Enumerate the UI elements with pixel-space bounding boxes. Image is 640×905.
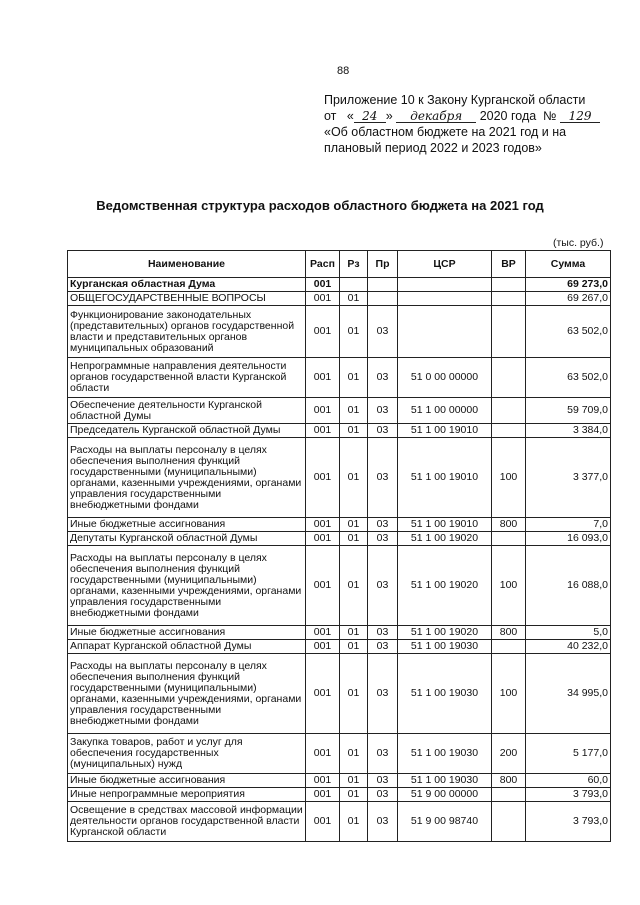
cell-csr: 51 9 00 98740 xyxy=(398,802,492,842)
header-csr: ЦСР xyxy=(398,251,492,278)
page-number: 88 xyxy=(337,65,350,77)
cell-sum: 63 502,0 xyxy=(526,306,611,358)
cell-csr: 51 1 00 19010 xyxy=(398,518,492,532)
cell-csr: 51 1 00 19020 xyxy=(398,546,492,626)
year-text: 2020 года xyxy=(479,109,537,123)
open-quote: « xyxy=(346,109,354,123)
table-row xyxy=(68,518,611,532)
cell-name: Функционирование законодательных (представительных) органов государственной власти и представительных органов муниципальных образований xyxy=(68,306,306,358)
appendix-header xyxy=(324,92,614,156)
cell-name: ОБЩЕГОСУДАРСТВЕННЫЕ ВОПРОСЫ xyxy=(68,292,306,306)
cell-csr xyxy=(398,306,492,358)
cell-rasp: 001 xyxy=(306,306,340,358)
cell-rasp: 001 xyxy=(306,788,340,802)
cell-pr: 03 xyxy=(368,306,398,358)
cell-rasp: 001 xyxy=(306,546,340,626)
cell-pr: 03 xyxy=(368,546,398,626)
cell-vr xyxy=(492,532,526,546)
header-vr: ВР xyxy=(492,251,526,278)
cell-pr: 03 xyxy=(368,532,398,546)
appendix-line-2 xyxy=(324,108,614,124)
cell-vr xyxy=(492,278,526,292)
header-pr: Пр xyxy=(368,251,398,278)
table-row xyxy=(68,626,611,640)
cell-name: Освещение в средствах массовой информации деятельности органов государственной власти Курганской области xyxy=(68,802,306,842)
cell-pr: 03 xyxy=(368,358,398,398)
cell-rz: 01 xyxy=(340,292,368,306)
cell-rz xyxy=(340,278,368,292)
appendix-line-3: «Об областном бюджете на 2021 год и на xyxy=(324,125,567,139)
cell-csr: 51 9 00 00000 xyxy=(398,788,492,802)
header-sum: Сумма xyxy=(526,251,611,278)
cell-csr xyxy=(398,278,492,292)
cell-vr xyxy=(492,640,526,654)
cell-sum: 3 384,0 xyxy=(526,424,611,438)
cell-csr: 51 1 00 00000 xyxy=(398,398,492,424)
table-row xyxy=(68,774,611,788)
table-row xyxy=(68,278,611,292)
cell-sum: 3 793,0 xyxy=(526,788,611,802)
cell-vr: 800 xyxy=(492,626,526,640)
cell-pr xyxy=(368,292,398,306)
cell-csr: 51 1 00 19030 xyxy=(398,640,492,654)
cell-rz: 01 xyxy=(340,640,368,654)
cell-vr xyxy=(492,802,526,842)
cell-pr: 03 xyxy=(368,640,398,654)
cell-rz: 01 xyxy=(340,532,368,546)
close-quote: » xyxy=(385,109,393,123)
cell-rasp: 001 xyxy=(306,734,340,774)
cell-csr: 51 1 00 19020 xyxy=(398,626,492,640)
cell-pr: 03 xyxy=(368,802,398,842)
cell-pr: 03 xyxy=(368,424,398,438)
cell-rasp: 001 xyxy=(306,640,340,654)
handwritten-day: 24 xyxy=(354,110,386,123)
cell-rz: 01 xyxy=(340,424,368,438)
cell-rz: 01 xyxy=(340,734,368,774)
cell-csr: 51 1 00 19030 xyxy=(398,774,492,788)
cell-rasp: 001 xyxy=(306,358,340,398)
table-row xyxy=(68,640,611,654)
cell-name: Иные бюджетные ассигнования xyxy=(68,774,306,788)
cell-rz: 01 xyxy=(340,518,368,532)
cell-sum: 3 377,0 xyxy=(526,438,611,518)
cell-vr xyxy=(492,424,526,438)
cell-rz: 01 xyxy=(340,546,368,626)
cell-rasp: 001 xyxy=(306,398,340,424)
cell-csr: 51 1 00 19010 xyxy=(398,424,492,438)
cell-rz: 01 xyxy=(340,802,368,842)
cell-rz: 01 xyxy=(340,438,368,518)
table-header-row xyxy=(68,251,611,278)
cell-rasp: 001 xyxy=(306,424,340,438)
cell-sum: 3 793,0 xyxy=(526,802,611,842)
cell-pr: 03 xyxy=(368,438,398,518)
cell-rz: 01 xyxy=(340,358,368,398)
cell-name: Депутаты Курганской областной Думы xyxy=(68,532,306,546)
table-row xyxy=(68,424,611,438)
table-row xyxy=(68,788,611,802)
cell-csr: 51 1 00 19030 xyxy=(398,654,492,734)
from-label: от xyxy=(324,109,337,123)
cell-pr: 03 xyxy=(368,398,398,424)
table-row xyxy=(68,358,611,398)
table-row xyxy=(68,532,611,546)
cell-sum: 34 995,0 xyxy=(526,654,611,734)
cell-rasp: 001 xyxy=(306,292,340,306)
cell-pr: 03 xyxy=(368,774,398,788)
appendix-line-1: Приложение 10 к Закону Курганской области xyxy=(324,93,586,107)
cell-name: Курганская областная Дума xyxy=(68,278,306,292)
cell-pr: 03 xyxy=(368,788,398,802)
cell-name: Аппарат Курганской областной Думы xyxy=(68,640,306,654)
cell-csr xyxy=(398,292,492,306)
cell-rasp: 001 xyxy=(306,438,340,518)
cell-name: Обеспечение деятельности Курганской областной Думы xyxy=(68,398,306,424)
appendix-line-4: плановый период 2022 и 2023 годов» xyxy=(324,141,542,155)
cell-sum: 5 177,0 xyxy=(526,734,611,774)
document-title: Ведомственная структура расходов областного бюджета на 2021 год xyxy=(96,198,544,213)
cell-name: Иные бюджетные ассигнования xyxy=(68,626,306,640)
table-row xyxy=(68,546,611,626)
cell-pr xyxy=(368,278,398,292)
cell-vr: 100 xyxy=(492,654,526,734)
cell-vr xyxy=(492,292,526,306)
cell-rasp: 001 xyxy=(306,654,340,734)
cell-rz: 01 xyxy=(340,398,368,424)
cell-vr xyxy=(492,306,526,358)
cell-rasp: 001 xyxy=(306,532,340,546)
cell-rz: 01 xyxy=(340,306,368,358)
cell-vr xyxy=(492,788,526,802)
cell-csr: 51 1 00 19030 xyxy=(398,734,492,774)
cell-vr xyxy=(492,398,526,424)
cell-sum: 7,0 xyxy=(526,518,611,532)
cell-rasp: 001 xyxy=(306,278,340,292)
cell-pr: 03 xyxy=(368,654,398,734)
budget-table xyxy=(67,250,611,842)
cell-pr: 03 xyxy=(368,734,398,774)
header-rz: Рз xyxy=(340,251,368,278)
cell-rz: 01 xyxy=(340,654,368,734)
units-label: (тыс. руб.) xyxy=(553,237,604,249)
cell-rz: 01 xyxy=(340,626,368,640)
cell-name: Расходы на выплаты персоналу в целях обеспечения выполнения функций государственными (муниципальными) органами, казенными учреждениями, органами управления государственными внебюджетными фондами xyxy=(68,438,306,518)
cell-sum: 60,0 xyxy=(526,774,611,788)
table-row xyxy=(68,292,611,306)
table-row xyxy=(68,438,611,518)
cell-sum: 40 232,0 xyxy=(526,640,611,654)
number-label: № xyxy=(543,109,557,123)
cell-sum: 63 502,0 xyxy=(526,358,611,398)
handwritten-month: декабря xyxy=(396,110,476,123)
table-row xyxy=(68,654,611,734)
cell-pr: 03 xyxy=(368,518,398,532)
cell-name: Иные бюджетные ассигнования xyxy=(68,518,306,532)
cell-sum: 59 709,0 xyxy=(526,398,611,424)
cell-rasp: 001 xyxy=(306,626,340,640)
table-row xyxy=(68,734,611,774)
cell-name: Непрограммные направления деятельности органов государственной власти Курганской области xyxy=(68,358,306,398)
cell-rasp: 001 xyxy=(306,802,340,842)
table-row xyxy=(68,306,611,358)
handwritten-number: 129 xyxy=(560,110,600,123)
cell-sum: 16 088,0 xyxy=(526,546,611,626)
cell-csr: 51 1 00 19020 xyxy=(398,532,492,546)
cell-name: Иные непрограммные мероприятия xyxy=(68,788,306,802)
cell-vr xyxy=(492,358,526,398)
cell-name: Председатель Курганской областной Думы xyxy=(68,424,306,438)
cell-sum: 69 267,0 xyxy=(526,292,611,306)
cell-sum: 5,0 xyxy=(526,626,611,640)
cell-vr: 100 xyxy=(492,438,526,518)
cell-csr: 51 0 00 00000 xyxy=(398,358,492,398)
cell-name: Закупка товаров, работ и услуг для обеспечения государственных (муниципальных) нужд xyxy=(68,734,306,774)
header-name: Наименование xyxy=(68,251,306,278)
cell-rz: 01 xyxy=(340,774,368,788)
cell-rasp: 001 xyxy=(306,774,340,788)
cell-vr: 800 xyxy=(492,518,526,532)
cell-sum: 16 093,0 xyxy=(526,532,611,546)
cell-csr: 51 1 00 19010 xyxy=(398,438,492,518)
table-row xyxy=(68,398,611,424)
cell-name: Расходы на выплаты персоналу в целях обеспечения выполнения функций государственными (муниципальными) органами, казенными учреждениями, органами управления государственными внебюджетными фондами xyxy=(68,654,306,734)
cell-rasp: 001 xyxy=(306,518,340,532)
cell-rz: 01 xyxy=(340,788,368,802)
cell-vr: 200 xyxy=(492,734,526,774)
cell-name: Расходы на выплаты персоналу в целях обеспечения выполнения функций государственными (муниципальными) органами, казенными учреждениями, органами управления государственными внебюджетными фондами xyxy=(68,546,306,626)
cell-pr: 03 xyxy=(368,626,398,640)
cell-vr: 100 xyxy=(492,546,526,626)
table-row xyxy=(68,802,611,842)
cell-vr: 800 xyxy=(492,774,526,788)
cell-sum: 69 273,0 xyxy=(526,278,611,292)
header-rasp: Расп xyxy=(306,251,340,278)
